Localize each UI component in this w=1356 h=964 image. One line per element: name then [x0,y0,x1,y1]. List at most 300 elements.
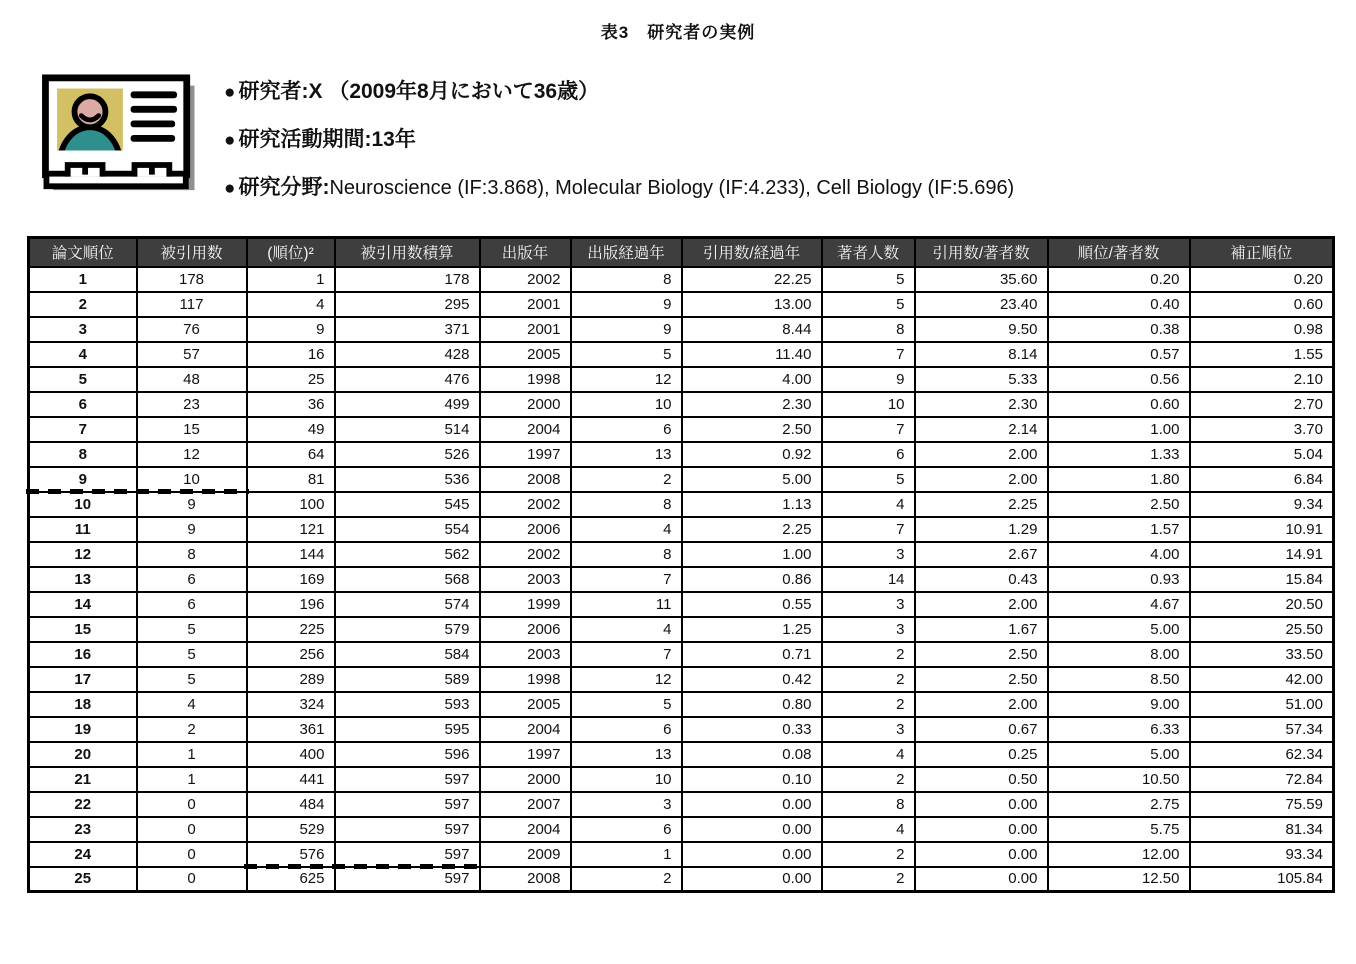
table-cell: 0.20 [1190,267,1334,292]
table-cell: 1.55 [1190,342,1334,367]
table-cell: 8 [571,492,682,517]
table-cell: 2002 [480,542,571,567]
table-cell: 5.00 [682,467,822,492]
table-cell: 81 [247,467,335,492]
table-cell: 2002 [480,492,571,517]
table-row [29,792,1334,817]
table-cell: 17 [29,667,137,692]
table-cell: 23 [29,817,137,842]
header-cell: 論文順位 [29,238,137,267]
table-cell: 2004 [480,717,571,742]
table-cell: 476 [335,367,480,392]
table-cell: 1998 [480,667,571,692]
table-cell: 48 [137,367,247,392]
table-body [29,267,1334,892]
table-cell: 7 [822,517,915,542]
header-cell: 引用数/経過年 [682,238,822,267]
table-cell: 8 [571,542,682,567]
table-cell: 35.60 [915,267,1048,292]
table-cell: 1.25 [682,617,822,642]
table-cell: 62.34 [1190,742,1334,767]
table-cell: 5 [822,267,915,292]
table-cell: 596 [335,742,480,767]
table-cell: 14 [29,592,137,617]
table-cell: 2008 [480,467,571,492]
table-cell: 25 [247,367,335,392]
table-cell: 554 [335,517,480,542]
table-cell: 597 [335,792,480,817]
research-field-label: 研究分野: [238,176,330,199]
research-field-value: Neuroscience (IF:3.868), Molecular Biology (IF:4.233), Cell Biology (IF:5.696) [329,177,1015,199]
table-cell: 6 [571,717,682,742]
table-cell: 2.75 [1048,792,1190,817]
table-cell: 6 [822,442,915,467]
table-cell: 0.57 [1048,342,1190,367]
table-cell: 289 [247,667,335,692]
table-cell: 2 [822,642,915,667]
table-cell: 196 [247,592,335,617]
table-cell: 2.70 [1190,392,1334,417]
table-cell: 9.34 [1190,492,1334,517]
table-cell: 1.00 [682,542,822,567]
table-cell: 400 [247,742,335,767]
table-cell: 5.75 [1048,817,1190,842]
table-row [29,667,1334,692]
table-cell: 144 [247,542,335,567]
table-cell: 81.34 [1190,817,1334,842]
table-cell: 2.50 [915,667,1048,692]
table-cell: 12 [137,442,247,467]
table-cell: 0.93 [1048,567,1190,592]
researcher-value: X （2009年8月において36歳） [308,80,600,103]
table-cell: 0.00 [682,817,822,842]
table-cell: 9 [822,367,915,392]
table-cell: 2.00 [915,442,1048,467]
table-cell: 0 [137,842,247,867]
table-cell: 14 [822,567,915,592]
table-cell: 20 [29,742,137,767]
table-cell: 0.10 [682,767,822,792]
table-cell: 576 [247,842,335,867]
table-cell: 589 [335,667,480,692]
table-row [29,567,1334,592]
table-cell: 4 [137,692,247,717]
table-cell: 0.00 [915,842,1048,867]
table-cell: 2.50 [915,642,1048,667]
table-cell: 25.50 [1190,617,1334,642]
table-row [29,692,1334,717]
table-cell: 7 [29,417,137,442]
research-field-line [224,174,1014,203]
table-cell: 371 [335,317,480,342]
table-cell: 0 [137,867,247,892]
table-cell: 12 [571,667,682,692]
table-cell: 514 [335,417,480,442]
table-cell: 2008 [480,867,571,892]
table-cell: 2004 [480,817,571,842]
table-cell: 499 [335,392,480,417]
table-cell: 597 [335,817,480,842]
table-cell: 0.20 [1048,267,1190,292]
table-row [29,317,1334,342]
table-cell: 15 [29,617,137,642]
header-cell: (順位)² [247,238,335,267]
table-cell: 5 [29,367,137,392]
papers-table [27,236,1335,893]
table-cell: 0.00 [915,867,1048,892]
table-cell: 8.50 [1048,667,1190,692]
table-cell: 2 [29,292,137,317]
table-cell: 0.86 [682,567,822,592]
table-cell: 1.67 [915,617,1048,642]
table-cell: 9 [247,317,335,342]
table-row [29,867,1334,892]
table-cell: 12 [29,542,137,567]
table-cell: 0.08 [682,742,822,767]
table-cell: 178 [335,267,480,292]
table-cell: 21 [29,767,137,792]
table-cell: 584 [335,642,480,667]
table-cell: 0.55 [682,592,822,617]
table-cell: 2.50 [682,417,822,442]
table-cell: 593 [335,692,480,717]
table-cell: 72.84 [1190,767,1334,792]
table-cell: 1.29 [915,517,1048,542]
table-cell: 2 [822,767,915,792]
table-cell: 15.84 [1190,567,1334,592]
table-cell: 2003 [480,567,571,592]
table-row [29,617,1334,642]
table-cell: 5 [571,342,682,367]
table-cell: 0.67 [915,717,1048,742]
table-row [29,767,1334,792]
table-cell: 12 [571,367,682,392]
table-cell: 4.67 [1048,592,1190,617]
table-cell: 7 [822,342,915,367]
table-cell: 0.00 [682,792,822,817]
table-cell: 4 [822,492,915,517]
dashed-cutoff-line [244,864,482,869]
table-cell: 536 [335,467,480,492]
table-cell: 117 [137,292,247,317]
table-cell: 597 [335,867,480,892]
table-cell: 13 [29,567,137,592]
table-cell: 1 [29,267,137,292]
table-cell: 10 [571,392,682,417]
table-cell: 2 [571,467,682,492]
research-period-label: 研究活動期間: [238,128,372,151]
research-period-value: 13年 [371,128,416,151]
table-cell: 2001 [480,317,571,342]
table-row [29,267,1334,292]
table-cell: 6 [571,817,682,842]
table-cell: 2 [822,842,915,867]
table-cell: 6 [29,392,137,417]
header-cell: 引用数/著者数 [915,238,1048,267]
table-cell: 2.10 [1190,367,1334,392]
table-cell: 8 [571,267,682,292]
table-cell: 2005 [480,342,571,367]
table-cell: 1997 [480,442,571,467]
table-cell: 3 [822,717,915,742]
table-cell: 0.60 [1048,392,1190,417]
table-cell: 0.60 [1190,292,1334,317]
table-cell: 0.43 [915,567,1048,592]
researcher-label: 研究者: [238,80,309,103]
table-cell: 33.50 [1190,642,1334,667]
table-cell: 6.33 [1048,717,1190,742]
table-cell: 42.00 [1190,667,1334,692]
table-cell: 5.33 [915,367,1048,392]
table-cell: 9.00 [1048,692,1190,717]
table-cell: 5.04 [1190,442,1334,467]
table-cell: 1.00 [1048,417,1190,442]
table-cell: 13 [571,742,682,767]
table-cell: 100 [247,492,335,517]
table-cell: 12.50 [1048,867,1190,892]
table-cell: 595 [335,717,480,742]
table-cell: 9 [29,467,137,492]
bullet-icon: ● [224,178,236,199]
table-cell: 5.00 [1048,617,1190,642]
table-cell: 13 [571,442,682,467]
table-row [29,417,1334,442]
table-cell: 24 [29,842,137,867]
table-cell: 324 [247,692,335,717]
table-cell: 25 [29,867,137,892]
table-cell: 2.30 [915,392,1048,417]
table-cell: 51.00 [1190,692,1334,717]
table-cell: 428 [335,342,480,367]
table-cell: 10.50 [1048,767,1190,792]
table-cell: 545 [335,492,480,517]
table-cell: 6 [137,592,247,617]
table-cell: 16 [29,642,137,667]
table-cell: 1.57 [1048,517,1190,542]
table-cell: 11 [29,517,137,542]
table-cell: 1 [571,842,682,867]
table-cell: 6.84 [1190,467,1334,492]
table-cell: 9 [571,317,682,342]
table-row [29,442,1334,467]
table-row [29,342,1334,367]
table-cell: 2002 [480,267,571,292]
table-cell: 11 [571,592,682,617]
table-cell: 9.50 [915,317,1048,342]
table-cell: 1 [247,267,335,292]
table-cell: 20.50 [1190,592,1334,617]
table-cell: 2007 [480,792,571,817]
table-cell: 0.71 [682,642,822,667]
table-cell: 8 [29,442,137,467]
table-cell: 5 [822,467,915,492]
table-cell: 1999 [480,592,571,617]
table-cell: 1997 [480,742,571,767]
table-cell: 562 [335,542,480,567]
table-cell: 23 [137,392,247,417]
table-cell: 484 [247,792,335,817]
table-cell: 2 [822,667,915,692]
table-row [29,367,1334,392]
table-cell: 1998 [480,367,571,392]
table-cell: 2004 [480,417,571,442]
table-cell: 36 [247,392,335,417]
table-cell: 169 [247,567,335,592]
bullet-icon: ● [224,82,236,103]
table-row [29,392,1334,417]
table-cell: 0.56 [1048,367,1190,392]
table-cell: 4 [247,292,335,317]
table-cell: 0.50 [915,767,1048,792]
table-cell: 441 [247,767,335,792]
table-cell: 1.13 [682,492,822,517]
dashed-cutoff-line [26,489,249,494]
table-cell: 8 [822,317,915,342]
table-cell: 9 [571,292,682,317]
table-cell: 2.00 [915,467,1048,492]
table-cell: 6 [571,417,682,442]
table-cell: 9 [137,517,247,542]
table-cell: 19 [29,717,137,742]
table-cell: 0.98 [1190,317,1334,342]
table-row [29,642,1334,667]
table-cell: 0.00 [915,817,1048,842]
table-cell: 3 [822,617,915,642]
table-cell: 579 [335,617,480,642]
table-cell: 4 [29,342,137,367]
table-cell: 1.33 [1048,442,1190,467]
table-cell: 5 [137,642,247,667]
table-row [29,292,1334,317]
table-cell: 4.00 [1048,542,1190,567]
table-cell: 105.84 [1190,867,1334,892]
table-cell: 4 [822,742,915,767]
header-cell: 補正順位 [1190,238,1334,267]
table-cell: 0.25 [915,742,1048,767]
table-cell: 2000 [480,767,571,792]
table-cell: 2.00 [915,692,1048,717]
id-card-icon [40,74,198,194]
table-cell: 5 [571,692,682,717]
table-cell: 8 [822,792,915,817]
table-cell: 2001 [480,292,571,317]
table-cell: 10 [571,767,682,792]
person-head [74,96,105,127]
table-cell: 2 [822,867,915,892]
table-cell: 597 [335,767,480,792]
table-cell: 57 [137,342,247,367]
table-cell: 8.44 [682,317,822,342]
table-cell: 2.14 [915,417,1048,442]
table-cell: 3 [571,792,682,817]
table-cell: 10 [822,392,915,417]
table-cell: 8 [137,542,247,567]
table-cell: 574 [335,592,480,617]
table-cell: 178 [137,267,247,292]
table-row [29,542,1334,567]
table-cell: 2003 [480,642,571,667]
table-cell: 7 [822,417,915,442]
table-cell: 2005 [480,692,571,717]
bullet-icon: ● [224,130,236,151]
table-cell: 76 [137,317,247,342]
table-cell: 526 [335,442,480,467]
table-row [29,717,1334,742]
table-cell: 9 [137,492,247,517]
table-cell: 23.40 [915,292,1048,317]
table-cell: 3 [29,317,137,342]
table-cell: 2006 [480,617,571,642]
header-cell: 著者人数 [822,238,915,267]
table-cell: 75.59 [1190,792,1334,817]
table-row [29,817,1334,842]
table-cell: 3 [822,542,915,567]
table-cell: 2.25 [682,517,822,542]
table-cell: 7 [571,567,682,592]
profile-section [40,74,1014,203]
table-cell: 14.91 [1190,542,1334,567]
table-header-row [29,238,1334,267]
table-cell: 568 [335,567,480,592]
table-cell: 64 [247,442,335,467]
table-cell: 0.80 [682,692,822,717]
table-cell: 18 [29,692,137,717]
table-cell: 10 [137,467,247,492]
table-cell: 0.00 [915,792,1048,817]
table-cell: 6 [137,567,247,592]
table-cell: 22 [29,792,137,817]
table-cell: 2006 [480,517,571,542]
table-cell: 0.00 [682,842,822,867]
table-cell: 0.33 [682,717,822,742]
table-cell: 0 [137,792,247,817]
table-cell: 225 [247,617,335,642]
table-cell: 49 [247,417,335,442]
table-cell: 5 [137,667,247,692]
table-cell: 0.42 [682,667,822,692]
table-cell: 2 [822,692,915,717]
table-cell: 597 [335,842,480,867]
table-cell: 15 [137,417,247,442]
table-cell: 2.25 [915,492,1048,517]
table-cell: 5.00 [1048,742,1190,767]
table-cell: 8.00 [1048,642,1190,667]
table-row [29,742,1334,767]
table-cell: 0.00 [682,867,822,892]
table-cell: 4 [571,617,682,642]
table-cell: 3.70 [1190,417,1334,442]
table-cell: 0.38 [1048,317,1190,342]
table-cell: 256 [247,642,335,667]
table-cell: 2 [571,867,682,892]
table-cell: 11.40 [682,342,822,367]
table-cell: 1.80 [1048,467,1190,492]
table-cell: 8.14 [915,342,1048,367]
papers-table-wrap [27,236,1333,893]
table-cell: 22.25 [682,267,822,292]
researcher-line [224,78,1014,107]
table-cell: 10 [29,492,137,517]
research-period-line [224,126,1014,155]
table-cell: 0 [137,817,247,842]
table-cell: 1 [137,767,247,792]
table-cell: 1 [137,742,247,767]
table-row [29,592,1334,617]
table-cell: 2 [137,717,247,742]
header-cell: 順位/著者数 [1048,238,1190,267]
header-cell: 出版年 [480,238,571,267]
table-cell: 16 [247,342,335,367]
